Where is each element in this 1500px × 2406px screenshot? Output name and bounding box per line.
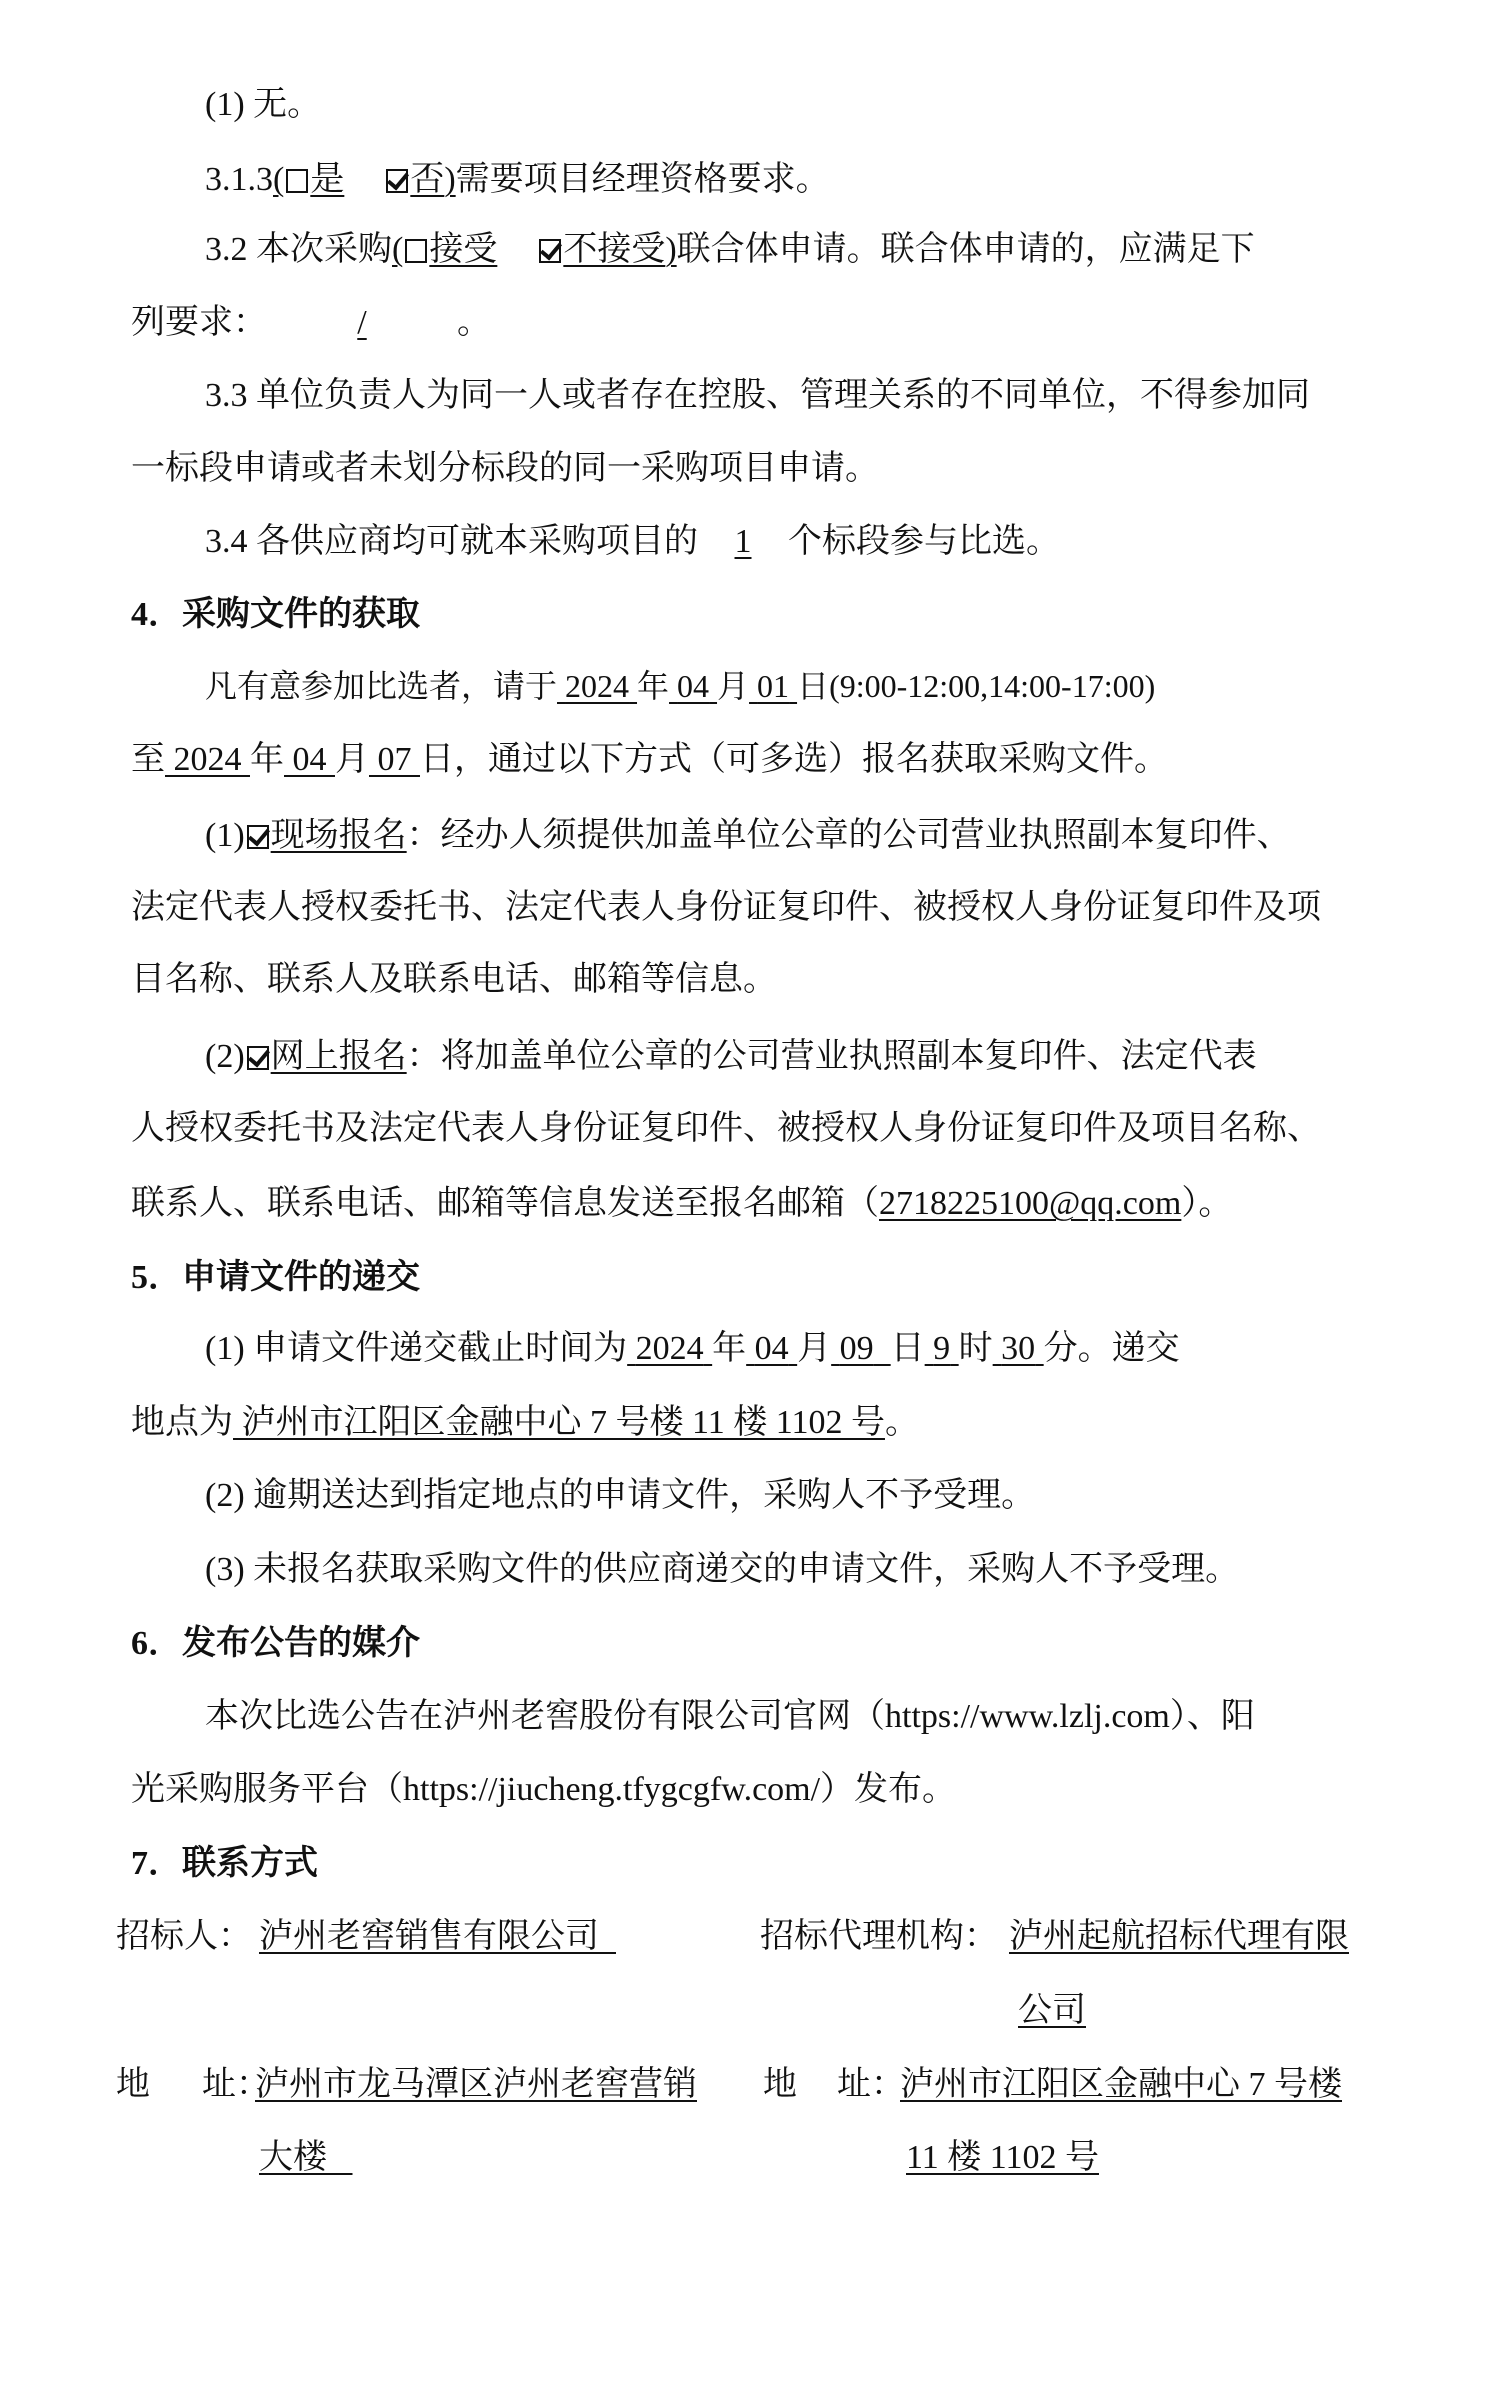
tenderer-address-value: 泸州市龙马潭区泸州老窖营销: [255, 2066, 697, 2103]
end-year: 2024: [173, 741, 242, 778]
period: 。: [457, 304, 491, 341]
online-text-2: 人授权委托书及法定代表人身份证复印件、被授权人身份证复印件及项目名称、: [131, 1110, 1321, 1147]
online-label: 网上报名: [270, 1038, 407, 1075]
month-label: 月: [335, 741, 369, 778]
option-accept: 接受: [429, 231, 498, 268]
requirements-label: 列要求：: [131, 304, 267, 341]
deadline-minute: 30: [1001, 1330, 1036, 1367]
checkbox-checked-icon[interactable]: [247, 1046, 269, 1070]
option-reject: 不接受: [563, 231, 666, 268]
checkbox-checked-icon[interactable]: [386, 169, 408, 193]
submission-deadline: [205, 1329, 1180, 1369]
online-text-end: ）。: [1181, 1185, 1233, 1222]
submission-address: 泸州市江阳区金融中心 7 号楼 11 楼 1102 号: [241, 1404, 885, 1441]
tenderer-value: 泸州老窖销售有限公司: [259, 1918, 599, 1955]
deadline-text: (1) 申请文件递交截止时间为: [205, 1330, 628, 1367]
place-label: 地点为: [131, 1404, 233, 1441]
period: 。: [884, 1404, 919, 1441]
agency-address-2: [906, 2138, 1099, 2178]
year-label: 年: [712, 1330, 747, 1367]
lot-count: 1: [734, 523, 752, 560]
clause-text: 需要项目经理资格要求。: [455, 161, 830, 198]
end-month: 04: [292, 741, 327, 778]
deadline-month: 04: [754, 1330, 789, 1367]
tenderer-address-value-cont: 大楼: [259, 2139, 327, 2176]
item-number: (2): [205, 1038, 245, 1075]
clause-text: 联合体申请。联合体申请的，应满足下: [676, 231, 1255, 268]
intro-text: 凡有意参加比选者，请于: [205, 668, 558, 704]
online-text-3: [131, 1184, 1232, 1224]
paren-close: ): [665, 231, 677, 268]
item-none: (1) 无。: [205, 86, 322, 123]
section-6-heading: 6．发布公告的媒介: [131, 1625, 420, 1662]
requirements-blank: /: [357, 304, 367, 341]
to-label: 至: [131, 741, 165, 778]
agency-name-1: [1009, 1917, 1349, 1957]
checkbox-checked-icon[interactable]: [539, 239, 561, 263]
year-label: 年: [637, 668, 670, 704]
checkbox-unchecked-icon[interactable]: [286, 169, 308, 193]
onsite-text: ：经办人须提供加盖单位公章的公司营业执照副本复印件、: [406, 817, 1291, 854]
minute-label: 分。递交: [1043, 1330, 1180, 1367]
agency-value-cont: 公司: [1018, 1992, 1086, 2029]
registration-email-link[interactable]: 2718225100@qq.com: [879, 1185, 1182, 1222]
project-manager-choice: [273, 161, 456, 198]
media-text-1: 本次比选公告在泸州老窖股份有限公司官网（https://www.lzlj.com）、阳: [205, 1698, 1255, 1735]
clause-3-4: [205, 522, 1060, 562]
paren-close: ): [444, 161, 456, 198]
section-7-heading: 7．联系方式: [131, 1845, 318, 1882]
item-number: (1): [205, 817, 245, 854]
day-label: 日: [890, 1330, 925, 1367]
month-label: 月: [797, 1330, 832, 1367]
onsite-registration: [205, 816, 1291, 856]
clause-text: 3.4 各供应商均可就本采购项目的: [205, 523, 698, 560]
paren-open: (: [273, 161, 285, 198]
paren-open: (: [392, 231, 404, 268]
deadline-year: 2024: [635, 1330, 704, 1367]
late-submission-rule: (2) 逾期送达到指定地点的申请文件，采购人不予受理。: [205, 1477, 1036, 1514]
clause-3-3: 3.3 单位负责人为同一人或者存在控股、管理关系的不同单位，不得参加同: [205, 377, 1310, 414]
option-no: 否: [410, 161, 445, 198]
onsite-label: 现场报名: [270, 817, 407, 854]
agency-label: 招标代理机构：: [760, 1918, 998, 1955]
agency-value: 泸州起航招标代理有限: [1009, 1918, 1349, 1955]
start-day: 01: [757, 668, 790, 704]
section-4-heading: 4．采购文件的获取: [131, 596, 420, 633]
agency-address-label: 地 址：: [763, 2066, 905, 2103]
tenderer-name: [259, 1917, 616, 1957]
online-option: [245, 1038, 407, 1075]
agency-address-1: [900, 2065, 1342, 2105]
agency-address-value-cont: 11 楼 1102 号: [906, 2139, 1099, 2176]
clause-text-end: 个标段参与比选。: [788, 523, 1060, 560]
day-label: 日: [797, 668, 830, 704]
option-yes: 是: [310, 161, 345, 198]
office-hours: (9:00-12:00,14:00-17:00): [829, 668, 1156, 704]
onsite-text-2: 法定代表人授权委托书、法定代表人身份证复印件、被授权人身份证复印件及项: [131, 889, 1321, 926]
deadline-day: 09: [839, 1330, 874, 1367]
start-month: 04: [677, 668, 710, 704]
checkbox-checked-icon[interactable]: [247, 825, 269, 849]
online-text: ：将加盖单位公章的公司营业执照副本复印件、法定代表: [406, 1038, 1257, 1075]
onsite-option: [245, 817, 407, 854]
clause-3-3-cont: 一标段申请或者未划分标段的同一采购项目申请。: [131, 450, 879, 487]
media-text-2: 光采购服务平台（https://jiucheng.tfygcgfw.com/）发布。: [131, 1771, 957, 1808]
onsite-text-3: 目名称、联系人及联系电话、邮箱等信息。: [131, 961, 777, 998]
year-label: 年: [250, 741, 284, 778]
clause-number: 3.2 本次采购: [205, 231, 392, 268]
intro-tail: 日，通过以下方式（可多选）报名获取采购文件。: [420, 741, 1168, 778]
hour-label: 时: [958, 1330, 993, 1367]
online-text: 联系人、联系电话、邮箱等信息发送至报名邮箱（: [131, 1185, 879, 1222]
checkbox-unchecked-icon[interactable]: [405, 239, 427, 263]
deadline-hour: 9: [933, 1330, 951, 1367]
tenderer-address-2: [259, 2138, 353, 2178]
clause-number: 3.1.3: [205, 161, 273, 198]
consortium-choice: [392, 231, 677, 268]
tenderer-label: 招标人：: [116, 1918, 252, 1955]
tenderer-address-label: 地 址：: [116, 2066, 270, 2103]
section-5-heading: 5．申请文件的递交: [131, 1259, 420, 1296]
end-day: 07: [377, 741, 412, 778]
acquisition-period-cont: [131, 740, 1168, 780]
agency-address-value: 泸州市江阳区金融中心 7 号楼: [900, 2066, 1342, 2103]
start-year: 2024: [565, 668, 630, 704]
tenderer-address-1: [255, 2065, 697, 2105]
unregistered-rule: (3) 未报名获取采购文件的供应商递交的申请文件，采购人不予受理。: [205, 1551, 1240, 1588]
month-label: 月: [717, 668, 750, 704]
online-registration: [205, 1037, 1257, 1077]
acquisition-period: [205, 666, 1155, 706]
submission-place: [131, 1403, 919, 1443]
clause-3-2-cont: [131, 303, 491, 343]
clause-3-2: [205, 230, 1255, 270]
clause-3-1-3: [205, 160, 830, 200]
agency-name-2: [1018, 1991, 1086, 2031]
